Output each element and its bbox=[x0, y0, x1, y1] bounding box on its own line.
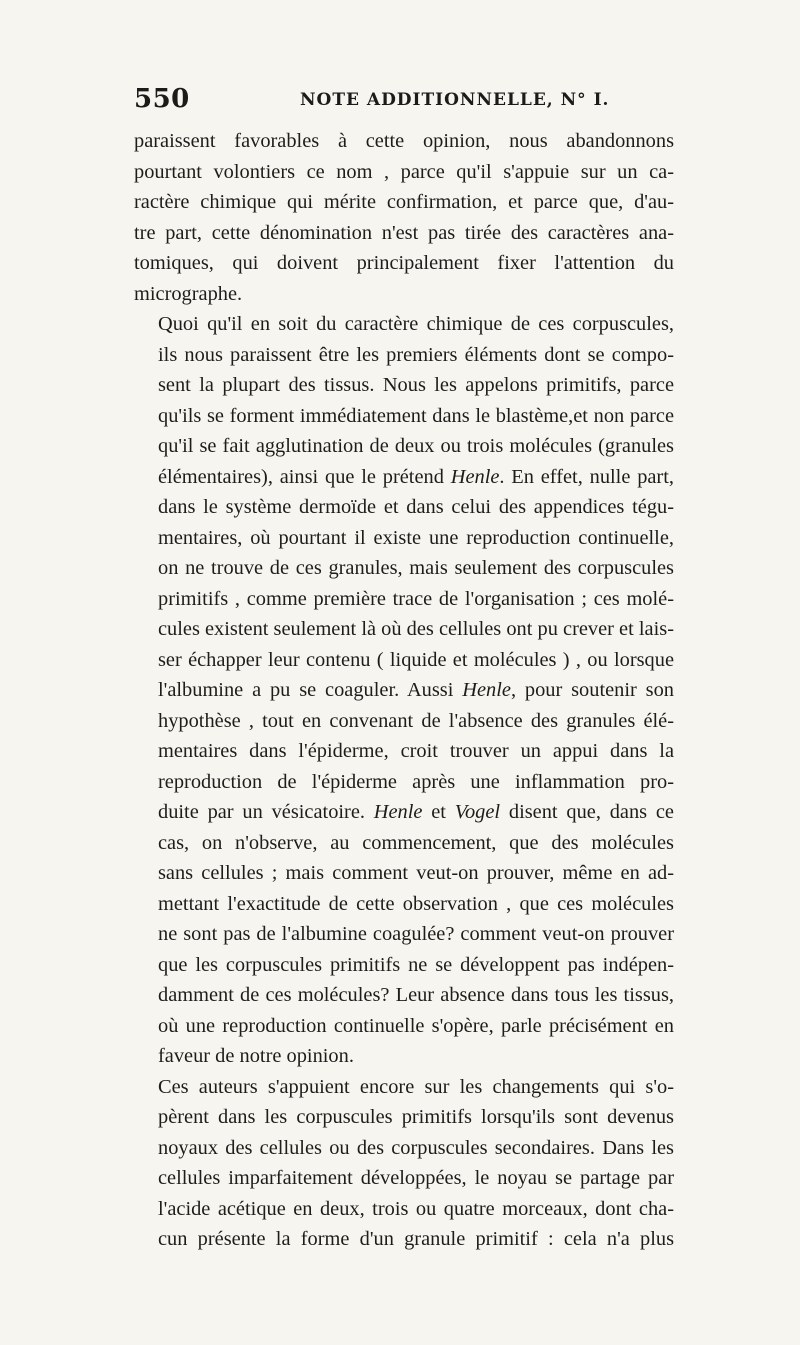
author-name-vogel: Vogel bbox=[454, 801, 501, 823]
text-line: micrographe. bbox=[134, 282, 243, 305]
text-line: Ces auteurs s'appuient encore sur les changements qui s'o- bbox=[158, 1075, 674, 1098]
text-run: et bbox=[422, 801, 455, 823]
text-line: reproduction de l'épiderme après une inflammation pro- bbox=[158, 770, 674, 793]
text-line: où une reproduction continuelle s'opère, parle précisément en bbox=[158, 1014, 674, 1037]
text-run: duite par un vésicatoire. bbox=[158, 801, 374, 823]
text-line: primitifs , comme première trace de l'organisation ; ces molé- bbox=[158, 587, 674, 610]
text-line bbox=[134, 797, 674, 828]
text-line: cun présente la forme d'un granule primitif : cela n'a plus bbox=[158, 1228, 674, 1250]
author-name-henle: Henle bbox=[462, 679, 511, 701]
author-name-henle: Henle bbox=[373, 801, 423, 823]
text-line: ser échapper leur contenu ( liquide et molécules ) , ou lorsque bbox=[158, 648, 674, 671]
text-line: pèrent dans les corpuscules primitifs lorsqu'ils sont devenus bbox=[158, 1106, 674, 1128]
text-line: damment de ces molécules? Leur absence dans tous les tissus, bbox=[158, 984, 674, 1006]
text-line: sent la plupart des tissus. Nous les appelons primitifs, parce bbox=[158, 374, 674, 396]
text-line: l'acide acétique en deux, trois ou quatre morceaux, dont cha- bbox=[158, 1197, 674, 1220]
text-line: dans le système dermoïde et dans celui des appendices tégu- bbox=[158, 496, 674, 518]
page-number: 550 bbox=[134, 84, 190, 114]
text-line: noyaux des cellules ou des corpuscules secondaires. Dans les bbox=[158, 1136, 674, 1159]
text-line: pourtant volontiers ce nom , parce qu'il s'appuie sur un ca- bbox=[134, 160, 674, 183]
text-line bbox=[134, 462, 674, 493]
text-line: cellules imparfaitement développées, le noyau se partage par bbox=[158, 1167, 674, 1189]
body-text bbox=[134, 126, 674, 1255]
text-line: cules existent seulement là où des cellules ont pu crever et lais- bbox=[158, 618, 674, 640]
text-line: mentaires, où pourtant il existe une reproduction continuelle, bbox=[158, 526, 674, 549]
text-line: ne sont pas de l'albumine coagulée? comment veut-on prouver bbox=[158, 923, 674, 945]
text-line: ractère chimique qui mérite confirmation, et parce que, d'au- bbox=[134, 191, 674, 213]
text-line: que les corpuscules primitifs ne se développent pas indépen- bbox=[158, 953, 674, 976]
page-header bbox=[134, 84, 700, 116]
text-line: faveur de notre opinion. bbox=[158, 1045, 354, 1067]
text-line: tre part, cette dénomination n'est pas tirée des caractères ana- bbox=[134, 221, 674, 244]
text-line: tomiques, qui doivent principalement fixer l'attention du bbox=[134, 252, 674, 274]
paragraph-2 bbox=[134, 309, 674, 1072]
text-line: mentaires dans l'épiderme, croit trouver un appui dans la bbox=[158, 740, 674, 762]
text-run: élémentaires), ainsi que le prétend bbox=[158, 465, 451, 488]
text-run: l'albumine a pu se coaguler. Aussi bbox=[158, 679, 463, 701]
author-name-henle: Henle bbox=[450, 465, 500, 488]
text-line: mettant l'exactitude de cette observation , que ces molécules bbox=[158, 892, 674, 915]
text-line: on ne trouve de ces granules, mais seulement des corpuscules bbox=[158, 557, 674, 579]
text-line: cas, on n'observe, au commencement, que des molécules bbox=[158, 831, 674, 854]
text-line bbox=[134, 675, 674, 706]
text-line: Quoi qu'il en soit du caractère chimique de ces corpuscules, bbox=[158, 313, 674, 335]
text-run: . En effet, nulle part, bbox=[499, 465, 674, 488]
text-line: hypothèse , tout en convenant de l'absence des granules élé- bbox=[158, 709, 674, 732]
running-head: NOTE ADDITIONNELLE, N° I. bbox=[300, 90, 610, 110]
text-line: sans cellules ; mais comment veut-on prouver, même en ad- bbox=[158, 862, 674, 884]
text-line: qu'il se fait agglutination de deux ou trois molécules (granules bbox=[158, 435, 674, 457]
text-line: paraissent favorables à cette opinion, nous abandonnons bbox=[134, 130, 674, 152]
text-line: qu'ils se forment immédiatement dans le blastème,et non parce bbox=[158, 404, 674, 427]
text-line: ils nous paraissent être les premiers éléments dont se compo- bbox=[158, 343, 674, 366]
paragraph-1 bbox=[134, 126, 674, 309]
text-run: disent que, dans ce bbox=[500, 801, 674, 823]
text-run: , pour soutenir son bbox=[510, 679, 674, 701]
paragraph-3 bbox=[134, 1072, 674, 1255]
